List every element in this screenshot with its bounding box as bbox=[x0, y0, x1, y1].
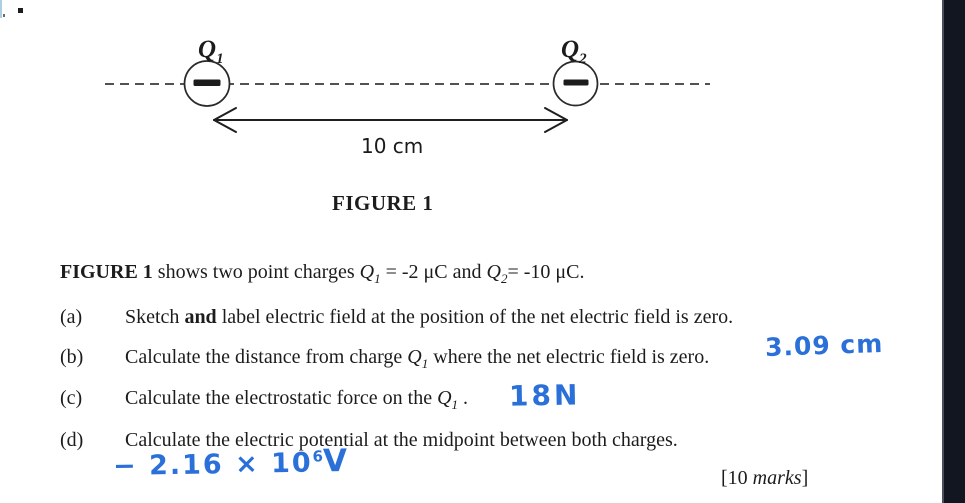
item-a-text: Sketch bbox=[125, 306, 185, 328]
q1-subscript-inline: 1 bbox=[451, 397, 459, 412]
q1-symbol-inline: Q bbox=[359, 261, 375, 283]
marks-word: marks bbox=[752, 467, 802, 489]
answer-d-unit: V bbox=[322, 442, 348, 480]
q1-symbol-inline: Q bbox=[437, 387, 452, 409]
desktop-background-strip bbox=[942, 0, 965, 503]
q2-subscript-inline: 2 bbox=[500, 271, 508, 286]
handwritten-answer-c: 18N bbox=[508, 378, 581, 413]
figure-reference: FIGURE 1 bbox=[60, 261, 153, 283]
q1-symbol: Q bbox=[198, 36, 217, 63]
item-a-bold-word: and bbox=[184, 306, 217, 328]
q2-symbol-inline: Q bbox=[486, 261, 501, 283]
item-c-text: Calculate the electrostatic force on the bbox=[125, 387, 438, 409]
item-b-label: (b) bbox=[60, 346, 84, 368]
marks-text: [10 bbox=[721, 467, 753, 489]
question-item-c bbox=[60, 387, 468, 413]
item-c-label: (c) bbox=[60, 387, 83, 409]
q1-symbol-inline: Q bbox=[407, 346, 422, 368]
intro-sentence bbox=[60, 261, 584, 287]
item-c-text: . bbox=[458, 387, 469, 409]
item-b-text: Calculate the distance from charge bbox=[125, 346, 408, 368]
charge-q2-label bbox=[561, 36, 587, 68]
item-b-text: where the net electric field is zero. bbox=[428, 346, 710, 368]
distance-label: 10 cm bbox=[361, 134, 424, 158]
figure-caption: FIGURE 1 bbox=[332, 191, 434, 215]
question-item-b bbox=[60, 346, 709, 372]
q2-symbol: Q bbox=[561, 36, 580, 63]
q2-subscript: 2 bbox=[579, 51, 587, 67]
intro-text: = -2 μC and bbox=[380, 261, 487, 283]
question-item-a bbox=[60, 306, 733, 329]
item-d-label: (d) bbox=[60, 429, 84, 451]
item-a-text: label electric field at the position of the net electric field is zero. bbox=[216, 306, 734, 328]
negative-sign-q2 bbox=[564, 80, 589, 86]
handwritten-answer-d bbox=[113, 443, 348, 483]
q1-subscript-inline: 1 bbox=[374, 271, 381, 286]
item-a-label: (a) bbox=[60, 306, 83, 328]
marks-allocation bbox=[721, 467, 808, 490]
marks-text: ] bbox=[801, 467, 809, 489]
handwritten-answer-b: 3.09 cm bbox=[764, 328, 884, 363]
answer-d-mantissa: − 2.16 × 10 bbox=[112, 447, 313, 483]
item-d-text: Calculate the electric potential at the midpoint between both charges. bbox=[125, 429, 678, 451]
q1-subscript: 1 bbox=[216, 51, 224, 67]
q1-subscript-inline: 1 bbox=[421, 356, 429, 371]
answer-d-exponent: 6 bbox=[312, 447, 324, 466]
intro-text: = -10 μC. bbox=[507, 261, 585, 283]
negative-sign-q1 bbox=[194, 80, 221, 87]
figure1-diagram bbox=[0, 0, 965, 170]
distance-double-arrow bbox=[214, 108, 567, 132]
charge-q1-label bbox=[198, 36, 224, 68]
intro-text: shows two point charges bbox=[152, 261, 360, 283]
